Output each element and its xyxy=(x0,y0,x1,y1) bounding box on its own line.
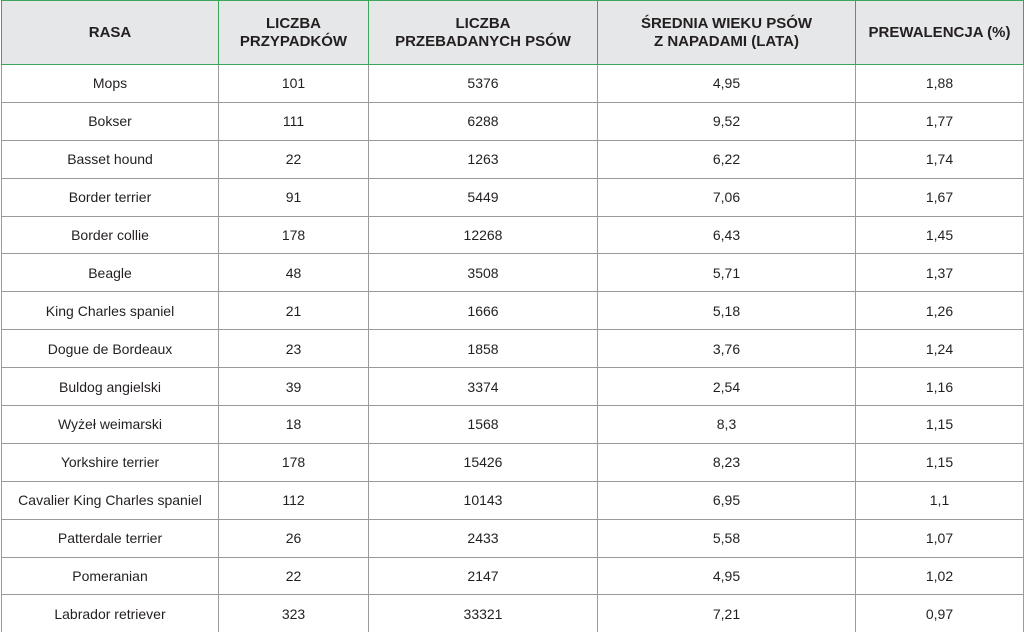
cell-mean-age: 5,18 xyxy=(598,292,856,330)
cell-breed: Basset hound xyxy=(2,140,219,178)
cell-dogs-examined: 1568 xyxy=(369,406,598,444)
cell-case-count: 22 xyxy=(219,557,369,595)
cell-mean-age: 4,95 xyxy=(598,65,856,103)
cell-dogs-examined: 10143 xyxy=(369,481,598,519)
cell-prevalence: 1,67 xyxy=(856,178,1024,216)
header-prevalence: PREWALENCJA (%) xyxy=(856,1,1024,65)
table-row xyxy=(2,65,1024,103)
cell-breed: Buldog angielski xyxy=(2,368,219,406)
header-mean-age: ŚREDNIA WIEKU PSÓW Z NAPADAMI (LATA) xyxy=(598,1,856,65)
cell-case-count: 18 xyxy=(219,406,369,444)
cell-breed: Wyżeł weimarski xyxy=(2,406,219,444)
table-row xyxy=(2,481,1024,519)
header-case-count: LICZBA PRZYPADKÓW xyxy=(219,1,369,65)
cell-mean-age: 6,22 xyxy=(598,140,856,178)
cell-dogs-examined: 5449 xyxy=(369,178,598,216)
cell-mean-age: 7,06 xyxy=(598,178,856,216)
cell-case-count: 91 xyxy=(219,178,369,216)
cell-breed: Dogue de Bordeaux xyxy=(2,330,219,368)
cell-dogs-examined: 3374 xyxy=(369,368,598,406)
cell-prevalence: 1,45 xyxy=(856,216,1024,254)
cell-mean-age: 7,21 xyxy=(598,595,856,632)
cell-mean-age: 5,71 xyxy=(598,254,856,292)
cell-mean-age: 5,58 xyxy=(598,519,856,557)
cell-prevalence: 1,02 xyxy=(856,557,1024,595)
cell-dogs-examined: 2147 xyxy=(369,557,598,595)
cell-dogs-examined: 6288 xyxy=(369,102,598,140)
cell-prevalence: 1,77 xyxy=(856,102,1024,140)
cell-prevalence: 1,15 xyxy=(856,406,1024,444)
cell-case-count: 101 xyxy=(219,65,369,103)
table-row xyxy=(2,406,1024,444)
cell-dogs-examined: 33321 xyxy=(369,595,598,632)
table-row xyxy=(2,140,1024,178)
cell-prevalence: 1,24 xyxy=(856,330,1024,368)
cell-prevalence: 1,26 xyxy=(856,292,1024,330)
cell-case-count: 178 xyxy=(219,443,369,481)
table-row xyxy=(2,216,1024,254)
table-row xyxy=(2,595,1024,632)
cell-mean-age: 2,54 xyxy=(598,368,856,406)
cell-dogs-examined: 1263 xyxy=(369,140,598,178)
cell-case-count: 48 xyxy=(219,254,369,292)
cell-breed: Bokser xyxy=(2,102,219,140)
cell-breed: Border collie xyxy=(2,216,219,254)
cell-prevalence: 1,37 xyxy=(856,254,1024,292)
cell-mean-age: 3,76 xyxy=(598,330,856,368)
table-row xyxy=(2,368,1024,406)
cell-mean-age: 6,95 xyxy=(598,481,856,519)
cell-breed: Border terrier xyxy=(2,178,219,216)
table-row xyxy=(2,557,1024,595)
cell-case-count: 111 xyxy=(219,102,369,140)
cell-mean-age: 8,23 xyxy=(598,443,856,481)
cell-prevalence: 0,97 xyxy=(856,595,1024,632)
cell-prevalence: 1,74 xyxy=(856,140,1024,178)
cell-mean-age: 4,95 xyxy=(598,557,856,595)
cell-dogs-examined: 12268 xyxy=(369,216,598,254)
cell-prevalence: 1,1 xyxy=(856,481,1024,519)
cell-prevalence: 1,16 xyxy=(856,368,1024,406)
cell-case-count: 21 xyxy=(219,292,369,330)
cell-case-count: 323 xyxy=(219,595,369,632)
cell-mean-age: 8,3 xyxy=(598,406,856,444)
cell-prevalence: 1,07 xyxy=(856,519,1024,557)
table-row xyxy=(2,178,1024,216)
cell-case-count: 39 xyxy=(219,368,369,406)
table-row xyxy=(2,330,1024,368)
table-row xyxy=(2,102,1024,140)
cell-dogs-examined: 1858 xyxy=(369,330,598,368)
table-row xyxy=(2,292,1024,330)
table-body xyxy=(2,65,1024,633)
cell-dogs-examined: 3508 xyxy=(369,254,598,292)
cell-breed: Pomeranian xyxy=(2,557,219,595)
cell-dogs-examined: 5376 xyxy=(369,65,598,103)
cell-mean-age: 6,43 xyxy=(598,216,856,254)
cell-breed: Cavalier King Charles spaniel xyxy=(2,481,219,519)
cell-dogs-examined: 1666 xyxy=(369,292,598,330)
table-row xyxy=(2,254,1024,292)
cell-prevalence: 1,15 xyxy=(856,443,1024,481)
cell-case-count: 26 xyxy=(219,519,369,557)
cell-case-count: 112 xyxy=(219,481,369,519)
breed-prevalence-table xyxy=(1,0,1024,632)
cell-breed: Yorkshire terrier xyxy=(2,443,219,481)
cell-breed: Labrador retriever xyxy=(2,595,219,632)
cell-case-count: 178 xyxy=(219,216,369,254)
cell-prevalence: 1,88 xyxy=(856,65,1024,103)
cell-breed: Beagle xyxy=(2,254,219,292)
cell-case-count: 22 xyxy=(219,140,369,178)
cell-dogs-examined: 2433 xyxy=(369,519,598,557)
cell-breed: Patterdale terrier xyxy=(2,519,219,557)
cell-mean-age: 9,52 xyxy=(598,102,856,140)
cell-breed: Mops xyxy=(2,65,219,103)
header-breed: RASA xyxy=(2,1,219,65)
cell-dogs-examined: 15426 xyxy=(369,443,598,481)
header-row xyxy=(2,1,1024,65)
table-row xyxy=(2,443,1024,481)
cell-breed: King Charles spaniel xyxy=(2,292,219,330)
cell-case-count: 23 xyxy=(219,330,369,368)
table-header xyxy=(2,1,1024,65)
header-dogs-examined: LICZBA PRZEBADANYCH PSÓW xyxy=(369,1,598,65)
table-row xyxy=(2,519,1024,557)
